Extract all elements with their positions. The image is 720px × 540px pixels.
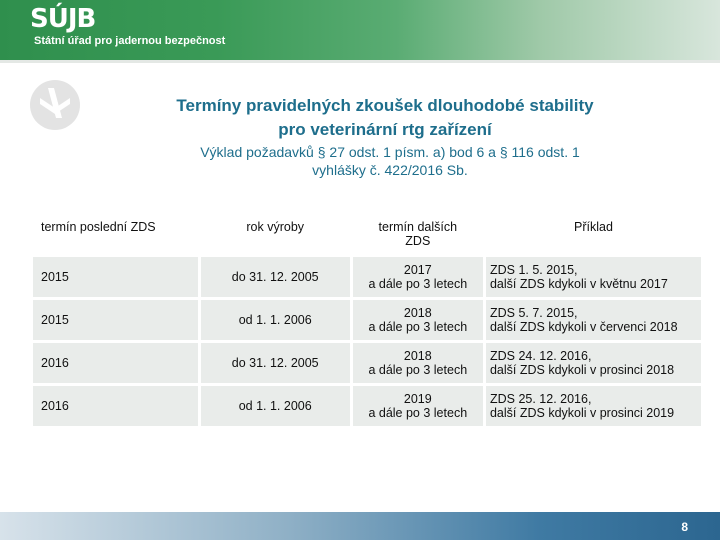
cell-last-zds: 2016 xyxy=(33,343,198,383)
footer-bar xyxy=(0,512,720,540)
header-next-zds xyxy=(353,218,483,254)
table-row xyxy=(33,257,701,297)
cell-last-zds: 2015 xyxy=(33,300,198,340)
cell-example-line-2: další ZDS kdykoli v prosinci 2019 xyxy=(489,406,675,420)
header-banner xyxy=(0,0,720,60)
sujb-emblem-icon xyxy=(28,78,82,132)
slide-title xyxy=(120,94,650,142)
cell-next-year: 2018 xyxy=(403,306,432,320)
cell-example-line-1: ZDS 5. 7. 2015, xyxy=(489,306,578,320)
header-next-zds-line-1: termín dalších xyxy=(378,220,458,234)
cell-next-zds xyxy=(353,257,483,297)
cell-example xyxy=(486,257,701,297)
cell-year: do 31. 12. 2005 xyxy=(201,343,350,383)
cell-example-line-2: další ZDS kdykoli v červenci 2018 xyxy=(489,320,678,334)
cell-next-year: 2019 xyxy=(403,392,432,406)
slide-title-line-1: Termíny pravidelných zkoušek dlouhodobé stability xyxy=(176,96,594,115)
cell-next-zds xyxy=(353,386,483,426)
zds-schedule-table xyxy=(30,215,704,429)
cell-next-zds xyxy=(353,300,483,340)
header-last-zds: termín poslední ZDS xyxy=(33,218,198,254)
page-number: 8 xyxy=(681,520,688,534)
cell-example xyxy=(486,300,701,340)
slide-subtitle xyxy=(120,143,660,179)
slide-subtitle-line-1: Výklad požadavků § 27 odst. 1 písm. a) bod 6 a § 116 odst. 1 xyxy=(200,144,580,160)
cell-last-zds: 2016 xyxy=(33,386,198,426)
cell-example-line-1: ZDS 24. 12. 2016, xyxy=(489,349,592,363)
header-next-zds-line-2: ZDS xyxy=(405,234,431,248)
table-row xyxy=(33,300,701,340)
cell-next-note: a dále po 3 letech xyxy=(368,277,468,291)
table-row xyxy=(33,386,701,426)
cell-example-line-1: ZDS 25. 12. 2016, xyxy=(489,392,592,406)
cell-year: do 31. 12. 2005 xyxy=(201,257,350,297)
slide-title-line-2: pro veterinární rtg zařízení xyxy=(278,120,492,139)
header-year: rok výroby xyxy=(201,218,350,254)
slide-subtitle-line-2: vyhlášky č. 422/2016 Sb. xyxy=(312,162,468,178)
cell-next-year: 2018 xyxy=(403,349,432,363)
table-header-row xyxy=(33,218,701,254)
cell-next-note: a dále po 3 letech xyxy=(368,320,468,334)
organization-name: Státní úřad pro jadernou bezpečnost xyxy=(34,35,226,47)
header-example: Příklad xyxy=(486,218,701,254)
cell-example-line-1: ZDS 1. 5. 2015, xyxy=(489,263,578,277)
cell-last-zds: 2015 xyxy=(33,257,198,297)
cell-next-zds xyxy=(353,343,483,383)
table-row xyxy=(33,343,701,383)
header-divider xyxy=(0,60,720,63)
cell-next-note: a dále po 3 letech xyxy=(368,406,468,420)
cell-example xyxy=(486,343,701,383)
sujb-logo: SÚJB xyxy=(30,4,96,34)
cell-next-year: 2017 xyxy=(403,263,432,277)
cell-example-line-2: další ZDS kdykoli v květnu 2017 xyxy=(489,277,668,291)
cell-example-line-2: další ZDS kdykoli v prosinci 2018 xyxy=(489,363,675,377)
cell-year: od 1. 1. 2006 xyxy=(201,300,350,340)
cell-next-note: a dále po 3 letech xyxy=(368,363,468,377)
cell-year: od 1. 1. 2006 xyxy=(201,386,350,426)
cell-example xyxy=(486,386,701,426)
